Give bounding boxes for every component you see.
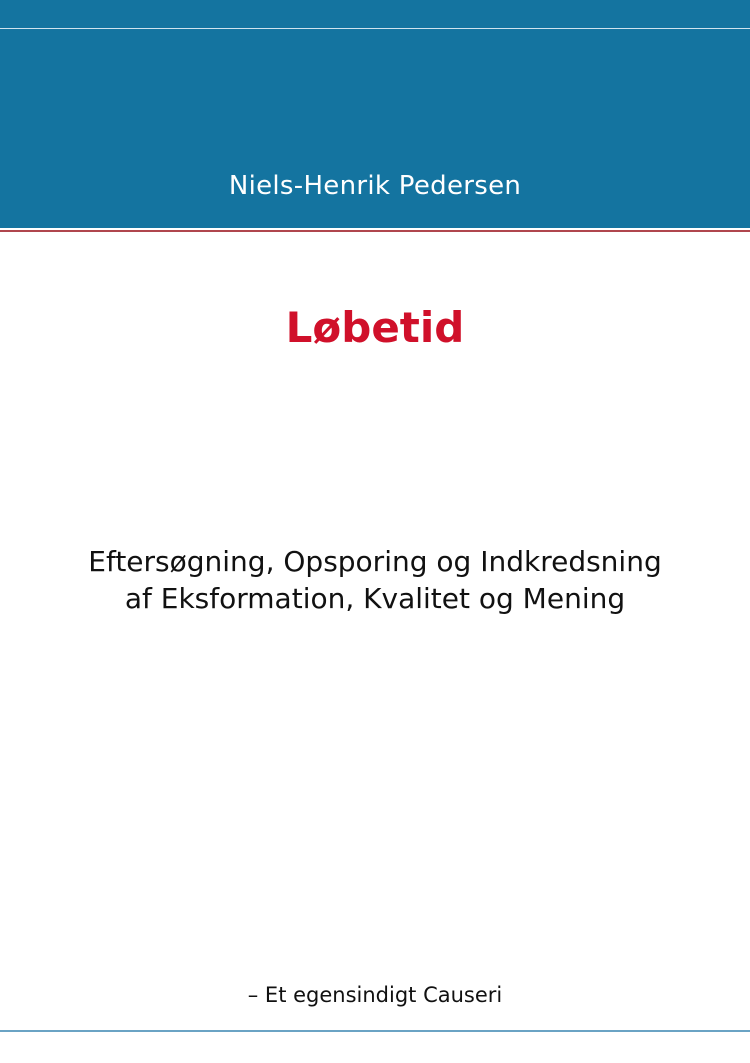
author-name: Niels-Henrik Pedersen: [228, 171, 522, 201]
header-band: [0, 0, 750, 228]
band-divider: [0, 230, 750, 232]
subtitle-line-1: Eftersøgning, Opsporing og Indkredsning: [88, 545, 662, 578]
subtitle-line-2: af Eksformation, Kvalitet og Mening: [124, 582, 626, 615]
book-tagline: – Et egensindigt Causeri: [247, 983, 503, 1007]
book-title: Løbetid: [285, 303, 465, 352]
book-subtitle: [0, 543, 750, 617]
header-band-rule: [0, 28, 750, 29]
bottom-rule: [0, 1030, 750, 1032]
